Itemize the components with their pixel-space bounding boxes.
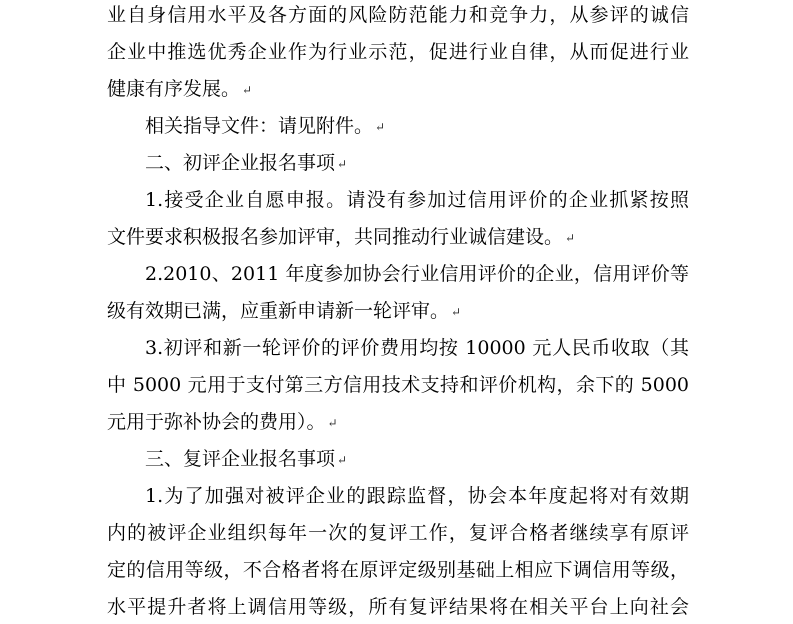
paragraph-item-2 xyxy=(107,263,689,322)
text-line xyxy=(107,411,689,433)
line-text: 水平提升者将上调信用等级，所有复评结果将在相关平台上向社会 xyxy=(107,596,689,618)
line-text: 定的信用等级，不合格者将在原评定级别基础上相应下调信用等级， xyxy=(107,559,689,581)
line-text: 企业中推选优秀企业作为行业示范，促进行业自律，从而促进行业 xyxy=(107,41,689,63)
section-heading-re-review xyxy=(107,448,689,470)
text-line xyxy=(107,189,689,211)
paragraph-mark-icon: ↵ xyxy=(451,305,462,319)
section-heading-initial-review xyxy=(107,152,689,174)
text-line xyxy=(107,374,689,396)
paragraph-guidance-docs xyxy=(107,115,689,137)
line-text: 1.接受企业自愿申报。请没有参加过信用评价的企业抓紧按照 xyxy=(145,189,689,211)
line-text: 二、初评企业报名事项 xyxy=(145,152,336,174)
text-line xyxy=(107,596,689,618)
line-text: 1.为了加强对被评企业的跟踪监督，协会本年度起将对有效期 xyxy=(145,485,689,507)
text-line xyxy=(107,337,689,359)
line-text: 2.2010、2011 年度参加协会行业信用评价的企业，信用评价等 xyxy=(145,263,689,285)
line-text: 中 5000 元用于支付第三方信用技术支持和评价机构，余下的 5000 xyxy=(107,374,689,396)
text-line xyxy=(107,522,689,544)
text-line xyxy=(107,300,689,322)
text-line xyxy=(107,226,689,248)
paragraph-intro-continuation xyxy=(107,4,689,100)
paragraph-mark-icon: ↵ xyxy=(565,231,576,245)
line-text: 健康有序发展。 xyxy=(107,78,241,100)
document-body xyxy=(107,4,689,618)
paragraph-mark-icon: ↵ xyxy=(375,120,386,134)
paragraph-mark-icon: ↵ xyxy=(242,83,253,97)
paragraph-mark-icon: ↵ xyxy=(327,416,338,430)
text-line xyxy=(107,448,689,470)
text-line xyxy=(107,115,689,137)
paragraph-item-1 xyxy=(107,189,689,248)
text-line xyxy=(107,4,689,26)
text-line xyxy=(107,41,689,63)
paragraph-mark-icon: ↵ xyxy=(337,453,348,467)
text-line xyxy=(107,152,689,174)
line-text: 元用于弥补协会的费用）。 xyxy=(107,411,326,433)
line-text: 级有效期已满，应重新申请新一轮评审。 xyxy=(107,300,450,322)
line-text: 3.初评和新一轮评价的评价费用均按 10000 元人民币收取（其 xyxy=(145,337,689,359)
line-text: 三、复评企业报名事项 xyxy=(145,448,336,470)
line-text: 相关指导文件：请见附件。 xyxy=(145,115,374,137)
paragraph-mark-icon: ↵ xyxy=(337,157,348,171)
line-text: 业自身信用水平及各方面的风险防范能力和竞争力，从参评的诚信 xyxy=(107,4,689,26)
paragraph-re-review-item-1 xyxy=(107,485,689,618)
text-line xyxy=(107,485,689,507)
text-line xyxy=(107,78,689,100)
text-line xyxy=(107,559,689,581)
line-text: 内的被评企业组织每年一次的复评工作，复评合格者继续享有原评 xyxy=(107,522,689,544)
line-text: 文件要求积极报名参加评审，共同推动行业诚信建设。 xyxy=(107,226,564,248)
text-line xyxy=(107,263,689,285)
paragraph-item-3 xyxy=(107,337,689,433)
